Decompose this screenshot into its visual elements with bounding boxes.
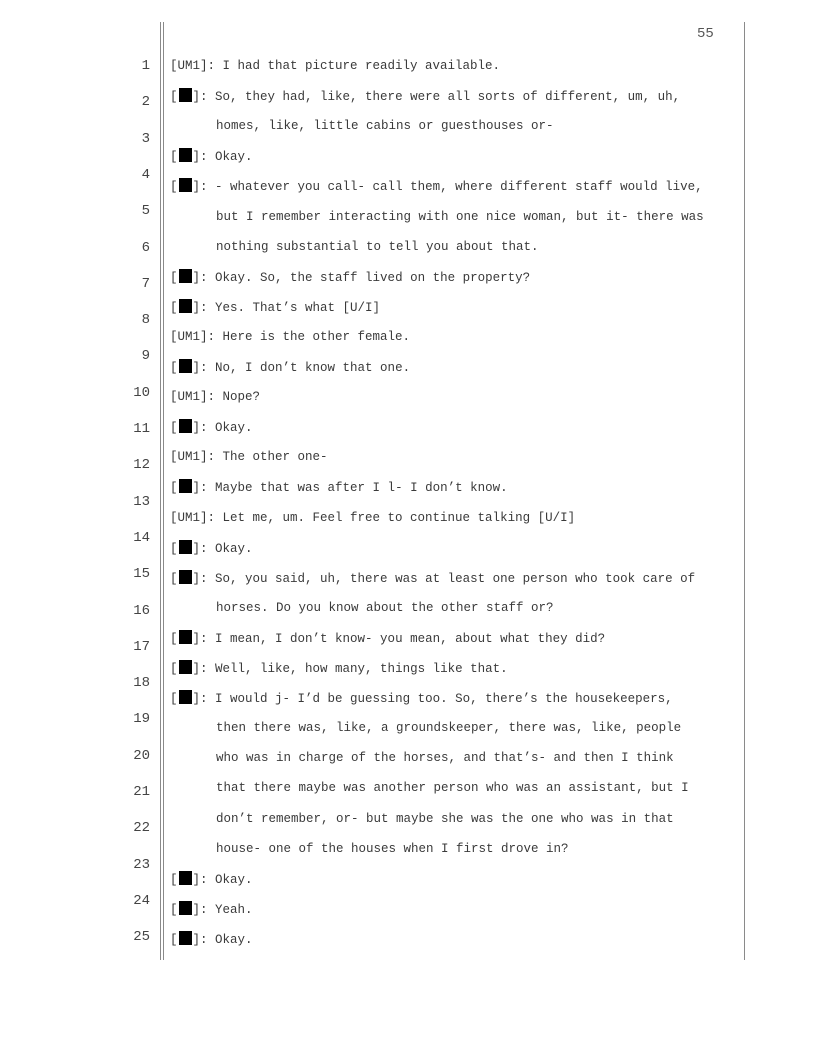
line-number: 3: [141, 130, 150, 147]
transcript-line: [170, 871, 253, 888]
speaker-bracket-close: ]: [192, 270, 201, 285]
line-number: 23: [133, 856, 150, 873]
line-number: 21: [133, 784, 150, 800]
speaker-bracket-close: ]: [192, 180, 201, 195]
line-text: that there maybe was another person who was an assistant, but I: [216, 781, 689, 796]
transcript-line: [170, 901, 253, 918]
transcript-line: [170, 690, 673, 707]
redacted-speaker-block: [179, 901, 192, 915]
line-number: 12: [133, 457, 150, 474]
speaker-bracket-open: [: [170, 300, 178, 315]
line-text: : Okay. So, the staff lived on the property?: [200, 270, 531, 285]
redacted-speaker-block: [179, 178, 192, 192]
speaker-bracket-close: ]: [192, 631, 201, 646]
speaker-bracket-open: [: [170, 421, 178, 436]
redacted-speaker-block: [179, 359, 192, 373]
speaker-bracket-close: ]: [192, 300, 201, 315]
line-number: 18: [133, 675, 150, 692]
line-number: 13: [133, 493, 150, 510]
line-text: : I had that picture readily available.: [207, 59, 501, 73]
redacted-speaker-block: [179, 299, 192, 313]
transcript-line: [170, 88, 680, 105]
line-text: who was in charge of the horses, and that’s- and then I think: [216, 751, 674, 766]
speaker-bracket-open: [: [170, 180, 178, 195]
transcript-line: [170, 540, 253, 557]
speaker-bracket-open: [: [170, 932, 178, 947]
speaker-bracket-open: [: [170, 571, 178, 586]
speaker-bracket-close: ]: [192, 90, 201, 105]
line-text: : Nope?: [207, 390, 261, 405]
transcript-continuation-line: [216, 600, 554, 616]
redacted-speaker-block: [179, 871, 192, 885]
transcript-line: [170, 419, 253, 436]
line-text: : Maybe that was after I l- I don’t know.: [200, 481, 508, 496]
redacted-speaker-block: [179, 148, 192, 162]
redacted-speaker-block: [179, 540, 192, 554]
line-number: 7: [141, 275, 150, 292]
line-text: : No, I don’t know that one.: [200, 361, 411, 375]
redacted-speaker-block: [179, 660, 192, 674]
redacted-speaker-block: [179, 690, 192, 704]
line-number: 15: [133, 566, 150, 583]
transcript-line: [170, 479, 508, 496]
line-text: : Yes. That’s what [U/I]: [200, 300, 381, 315]
line-text: : Here is the other female.: [207, 329, 411, 344]
transcript-line: [170, 299, 380, 316]
line-text: : - whatever you call- call them, where different staff would live,: [200, 180, 703, 195]
transcript-continuation-line: [216, 209, 704, 225]
speaker-bracket-open: [: [170, 872, 178, 887]
redacted-speaker-block: [179, 419, 192, 433]
transcript-line: [170, 58, 500, 74]
line-number: 5: [141, 203, 150, 220]
transcript-continuation-line: [216, 118, 554, 134]
right-margin-rule: [744, 22, 745, 960]
line-number: 16: [133, 602, 150, 619]
left-margin-rule: [160, 22, 161, 960]
speaker-bracket-close: ]: [192, 421, 201, 436]
line-number: 14: [133, 529, 150, 546]
speaker-bracket-open: [: [170, 150, 178, 165]
line-number: 17: [133, 638, 150, 655]
speaker-label: [UM1]: [170, 390, 208, 405]
transcript-continuation-line: [216, 750, 674, 766]
transcript-line: [170, 931, 253, 948]
line-number: 4: [141, 166, 150, 183]
line-text: : Let me, um. Feel free to continue talking [U/I]: [207, 510, 576, 525]
speaker-bracket-open: [: [170, 541, 178, 556]
line-text: : So, they had, like, there were all sorts of different, um, uh,: [200, 90, 681, 105]
transcript-line: [170, 148, 253, 165]
line-text: : Yeah.: [200, 902, 253, 917]
line-number: 11: [133, 421, 150, 437]
line-text: : Okay.: [200, 150, 253, 165]
line-text: homes, like, little cabins or guesthouses or-: [216, 119, 554, 134]
line-text: : Okay.: [200, 932, 253, 947]
transcript-line: [170, 510, 575, 526]
redacted-speaker-block: [179, 570, 192, 584]
speaker-bracket-close: ]: [192, 932, 201, 947]
left-margin-rule-inner: [163, 22, 164, 960]
speaker-bracket-open: [: [170, 631, 178, 646]
line-number: 20: [133, 747, 150, 764]
transcript-line: [170, 389, 260, 405]
speaker-bracket-close: ]: [192, 150, 201, 165]
speaker-label: [UM1]: [170, 59, 208, 73]
line-text: don’t remember, or- but maybe she was the one who was in that: [216, 811, 674, 826]
line-text: : Well, like, how many, things like that.: [200, 662, 508, 676]
page-number: 55: [697, 26, 714, 42]
line-number: 1: [141, 58, 150, 74]
line-number: 8: [141, 312, 150, 329]
redacted-speaker-block: [179, 630, 192, 644]
line-number: 2: [141, 94, 150, 111]
transcript-line: [170, 359, 410, 376]
line-text: nothing substantial to tell you about that.: [216, 239, 539, 254]
transcript-line: [170, 449, 328, 465]
line-text: horses. Do you know about the other staff or?: [216, 600, 554, 615]
speaker-bracket-close: ]: [192, 662, 201, 676]
speaker-bracket-open: [: [170, 692, 178, 707]
line-number: 6: [141, 239, 150, 256]
line-text: : The other one-: [207, 450, 328, 465]
speaker-label: [UM1]: [170, 450, 208, 465]
line-text: : I would j- I’d be guessing too. So, there’s the housekeepers,: [200, 692, 673, 707]
line-number: 24: [133, 892, 150, 909]
line-text: : Okay.: [200, 541, 253, 556]
line-text: : Okay.: [200, 872, 253, 887]
speaker-bracket-close: ]: [192, 481, 201, 496]
transcript-line: [170, 269, 530, 286]
speaker-bracket-open: [: [170, 90, 178, 105]
line-text: but I remember interacting with one nice woman, but it- there was: [216, 209, 704, 224]
speaker-bracket-close: ]: [192, 692, 201, 707]
redacted-speaker-block: [179, 88, 192, 102]
speaker-bracket-close: ]: [192, 872, 201, 887]
transcript-line: [170, 630, 605, 647]
transcript-line: [170, 329, 410, 345]
transcript-line: [170, 570, 695, 587]
line-text: then there was, like, a groundskeeper, there was, like, people: [216, 721, 682, 736]
transcript-continuation-line: [216, 720, 681, 736]
redacted-speaker-block: [179, 479, 192, 493]
line-text: house- one of the houses when I first drove in?: [216, 841, 569, 856]
speaker-bracket-close: ]: [192, 902, 201, 917]
redacted-speaker-block: [179, 931, 192, 945]
speaker-bracket-open: [: [170, 902, 178, 917]
transcript-continuation-line: [216, 780, 689, 796]
transcript-line: [170, 660, 508, 677]
transcript-continuation-line: [216, 841, 569, 857]
speaker-bracket-open: [: [170, 270, 178, 285]
speaker-label: [UM1]: [170, 329, 208, 344]
transcript-line: [170, 178, 703, 195]
speaker-bracket-open: [: [170, 481, 178, 496]
line-text: : So, you said, uh, there was at least one person who took care of: [200, 571, 696, 586]
line-text: : I mean, I don’t know- you mean, about what they did?: [200, 631, 606, 646]
speaker-bracket-close: ]: [192, 571, 201, 586]
line-number: 10: [133, 384, 150, 401]
transcript-continuation-line: [216, 239, 539, 255]
redacted-speaker-block: [179, 269, 192, 283]
speaker-label: [UM1]: [170, 510, 208, 525]
speaker-bracket-open: [: [170, 361, 178, 375]
line-text: : Okay.: [200, 421, 253, 436]
speaker-bracket-open: [: [170, 662, 178, 676]
line-number: 22: [133, 820, 150, 837]
line-number: 25: [133, 929, 150, 946]
line-number: 9: [141, 348, 150, 365]
line-number: 19: [133, 711, 150, 728]
speaker-bracket-close: ]: [192, 361, 201, 375]
transcript-continuation-line: [216, 811, 674, 827]
speaker-bracket-close: ]: [192, 541, 201, 556]
